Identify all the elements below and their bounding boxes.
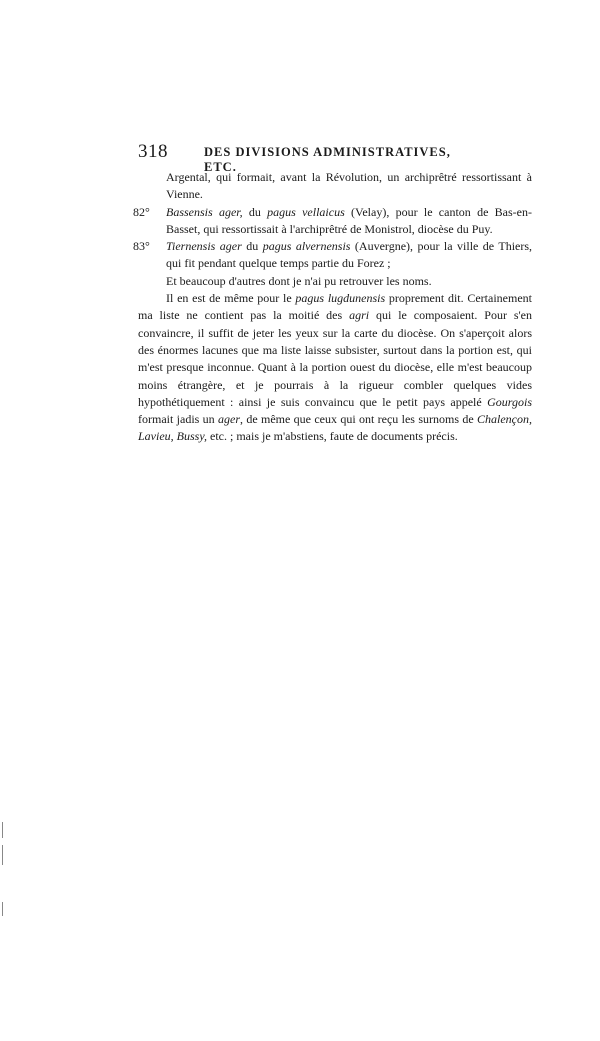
entry-number: 82° — [133, 204, 150, 219]
entry-83 — [133, 238, 533, 273]
page-header — [138, 141, 468, 174]
paragraph-italic: agri — [349, 308, 370, 323]
ager-name: Bassensis ager, — [166, 204, 243, 219]
paragraph-text: qui le composaient. Pour s'en convaincre, il suffit de jeter les yeux sur la carte du diocèse. On s'aperçoit alors des énormes lacunes que ma liste laisse subsister, surtout dans la portion est, qui m'est presque inconnue. Quant à la portion ouest du diocèse, elle m'est beaucoup moins étrangère, et je pourrais à la rigueur combler quelques vides hypothétiquement : ainsi je suis convaincu que le petit pays appelé — [138, 308, 532, 409]
entry-number: 83° — [133, 239, 150, 254]
paragraph-text: etc. ; mais je m'abstiens, faute de documents précis. — [207, 429, 458, 444]
paragraph-text: formait jadis un — [138, 412, 218, 427]
paragraph-italic: ager — [218, 412, 240, 427]
paragraph-italic: pagus lugdunensis — [295, 291, 386, 306]
running-title: DES DIVISIONS ADMINISTRATIVES, ETC. — [204, 145, 451, 174]
scan-edge-mark — [2, 845, 3, 865]
continuation-text: Argental, qui formait, avant la Révolution, un archiprêtré ressortissant à Vienne. — [166, 170, 532, 202]
paragraph-text: Il en est de même pour le — [166, 291, 296, 306]
pagus-name: pagus alvernensis — [262, 239, 351, 254]
closing-line: Et beaucoup d'autres dont je n'ai pu retrouver les noms. — [166, 273, 432, 288]
paragraph-text: proprement dit. Certainement ma liste ne contient pas la moitié des — [138, 291, 532, 323]
entry-connector: du — [242, 204, 268, 219]
scan-edge-mark — [2, 822, 3, 838]
entry-text: (Auvergne), pour la ville de Thiers, qui fit pendant quelque temps partie du Forez ; — [166, 239, 533, 271]
ager-name: Tiernensis ager — [166, 239, 242, 254]
entry-connector: du — [241, 239, 263, 254]
entry-text: (Velay), pour le canton de Bas-en-Basset, qui ressortissait à l'archiprêtré de Monistrol, diocèse du Puy. — [166, 204, 532, 236]
page-number: 318 — [138, 141, 168, 162]
pagus-name: pagus vellaicus — [267, 204, 345, 219]
paragraph-italic: Chalençon, Lavieu, Bussy, — [138, 412, 532, 444]
scan-edge-mark — [2, 902, 3, 916]
body-text — [133, 169, 533, 446]
entry-82 — [133, 204, 532, 239]
paragraph-text: , de même que ceux qui ont reçu les surnoms de — [240, 412, 477, 427]
main-paragraph — [138, 290, 532, 446]
paragraph-italic: Gourgois — [487, 394, 532, 409]
